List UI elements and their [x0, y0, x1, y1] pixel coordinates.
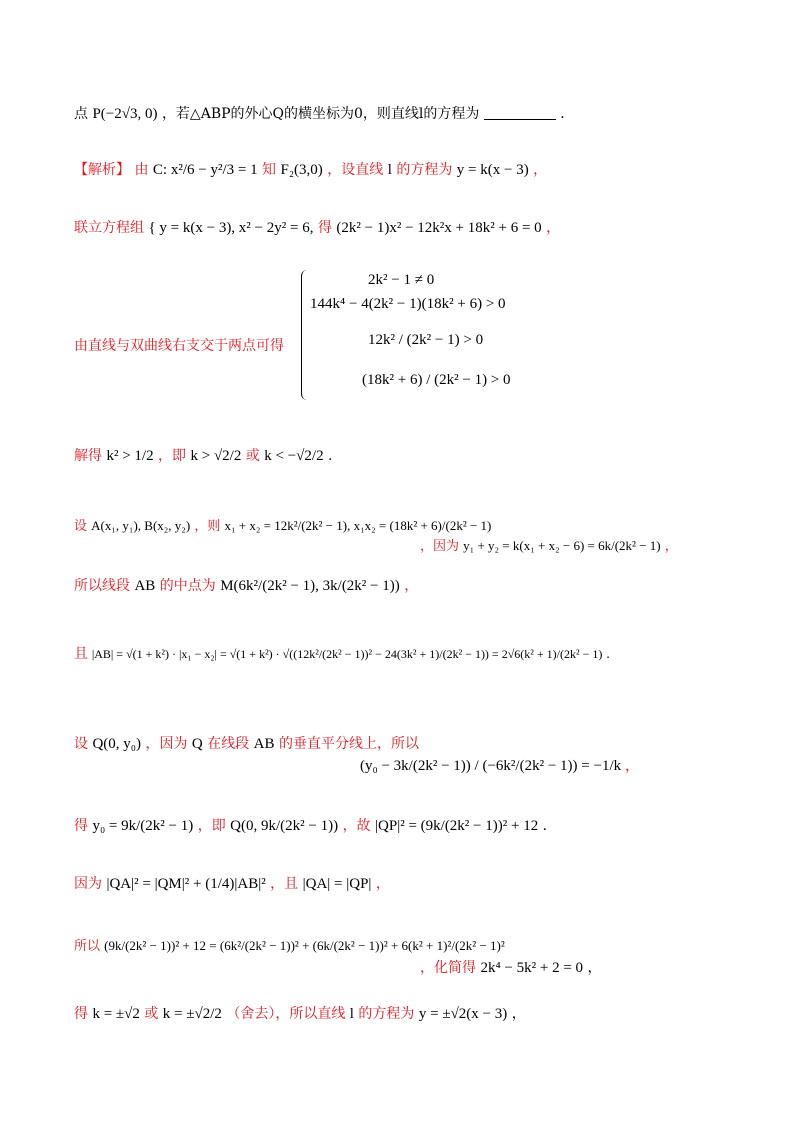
- formula: Q(0, 9k/(2k² − 1)): [230, 818, 339, 834]
- formula: k² > 1/2: [106, 448, 154, 464]
- solution-line-12: [74, 1004, 526, 1024]
- formula-equation: (9k/(2k² − 1))² + 12 = (6k²/(2k² − 1))² + (6k/(2k² − 1))² + 6(k² + 1)²/(2k² − 1)²: [104, 938, 505, 953]
- solution-line-6: [74, 576, 418, 596]
- problem-line: [74, 104, 565, 124]
- formula-midpoint: M(6k²/(2k² − 1), 3k/(2k² − 1)): [220, 578, 400, 594]
- text: 的中点为: [159, 578, 216, 594]
- text: ，即: [197, 818, 226, 834]
- condition-3: 12k² / (2k² − 1) > 0: [368, 332, 484, 348]
- text: 的方程为: [358, 1006, 415, 1022]
- solution-line-4: [74, 446, 332, 466]
- condition-2: 144k⁴ − 4(2k² − 1)(18k² + 6) > 0: [310, 296, 506, 312]
- formula: x₁ + x₂ = 12k²/(2k² − 1), x₁x₂ = (18k² + 6)/(2k² − 1): [224, 518, 492, 533]
- solution-line-11: [74, 936, 505, 957]
- formula-answer: y = ±√2(x − 3): [418, 1006, 508, 1022]
- formula: k = ±√2: [92, 1006, 140, 1022]
- text: 解得: [74, 448, 102, 464]
- formula: Q(0, y₀): [92, 736, 142, 752]
- text: 或: [144, 1006, 159, 1022]
- text: .: [328, 448, 333, 464]
- condition-4: (18k² + 6) / (2k² − 1) > 0: [362, 372, 511, 388]
- text: ，且: [270, 876, 299, 892]
- solution-line-5: [74, 516, 491, 537]
- formula: (y₀ − 3k/(2k² − 1)) / (−6k²/(2k² − 1)) = −1/k: [360, 758, 622, 774]
- text: ，: [533, 162, 548, 178]
- text: 因为: [74, 876, 102, 892]
- text: 或: [245, 448, 260, 464]
- text: 得: [317, 220, 332, 236]
- text: （舍去），所以直线: [226, 1006, 346, 1022]
- text: 设: [74, 519, 88, 534]
- formula: AB: [134, 578, 156, 594]
- formula-quadratic: (2k² − 1)x² − 12k²x + 18k² + 6 = 0: [336, 220, 542, 236]
- text: ，: [404, 578, 419, 594]
- formula: Q: [191, 736, 203, 752]
- text: 点: [74, 106, 88, 122]
- text: ，: [511, 1006, 526, 1022]
- formula-point-p: P(−2√3, 0): [92, 106, 158, 122]
- solution-line-11b: [420, 958, 602, 978]
- solution-line-10: [74, 874, 390, 894]
- text: ，设直线: [327, 162, 384, 178]
- text: 得: [74, 818, 88, 834]
- text: 联立方程组: [74, 220, 144, 236]
- system-brace: [301, 270, 308, 400]
- formula-slope-condition: [360, 756, 640, 776]
- text: .: [606, 647, 610, 661]
- text: ，因为: [420, 539, 460, 554]
- formula: AB: [253, 736, 275, 752]
- text: 得: [74, 1006, 88, 1022]
- formula: l: [349, 1006, 354, 1022]
- analysis-tag: 【解析】: [74, 162, 130, 178]
- text: ，: [375, 876, 390, 892]
- text: 所以线段: [74, 578, 130, 594]
- text: ，: [546, 220, 561, 236]
- formula: |QA| = |QP|: [302, 876, 372, 892]
- formula-ab-length: |AB| = √(1 + k²) · |x₁ − x₂| = √(1 + k²) · √((12k²/(2k² − 1))² − 24(3k² + 1)/(2k² − 1)) = 2√6(k² + 1)/(2k² − 1): [91, 647, 603, 661]
- text: 知: [262, 162, 277, 178]
- solution-line-7: [74, 644, 610, 664]
- solution-line-1: [74, 160, 547, 180]
- text: ，若△ABP的外心Q的横坐标为0，则直线l的方程为: [161, 106, 480, 122]
- formula: 2k⁴ − 5k² + 2 = 0: [480, 960, 584, 976]
- solution-line-2: [74, 218, 560, 238]
- text: ，即: [158, 448, 187, 464]
- solution-line-3: [74, 336, 284, 356]
- formula: |QA|² = |QM|² + (1/4)|AB|²: [106, 876, 266, 892]
- formula-line: y = k(x − 3): [456, 162, 529, 178]
- solution-line-8: [74, 734, 419, 754]
- formula: k = ±√2/2: [162, 1006, 222, 1022]
- text: .: [542, 818, 548, 834]
- formula-l: l: [387, 162, 392, 178]
- formula: A(x₁, y₁), B(x₂, y₂): [91, 518, 191, 533]
- text: 由直线与双曲线右支交于两点可得: [74, 338, 284, 354]
- text: ，则: [194, 519, 221, 534]
- condition-1: 2k² − 1 ≠ 0: [368, 272, 435, 288]
- formula: y₀ = 9k/(2k² − 1): [92, 818, 194, 834]
- solution-line-9: [74, 816, 547, 836]
- text: 在线段: [207, 736, 250, 752]
- text: 所以: [74, 939, 101, 954]
- text: ，化简得: [420, 960, 476, 976]
- formula: |QP|² = (9k/(2k² − 1))² + 12: [375, 818, 539, 834]
- text: .: [560, 106, 565, 122]
- formula-hyperbola: C: x²/6 − y²/3 = 1: [152, 162, 258, 178]
- text: 设: [74, 736, 88, 752]
- text: ，因为: [145, 736, 188, 752]
- text: ，: [587, 960, 602, 976]
- formula: k > √2/2: [190, 448, 242, 464]
- solution-line-5b: [420, 536, 678, 557]
- formula-focus: F₂(3,0): [280, 162, 323, 178]
- text: 的方程为: [396, 162, 453, 178]
- formula: k < −√2/2: [264, 448, 324, 464]
- text: ，: [624, 758, 640, 774]
- formula: y₁ + y₂ = k(x₁ + x₂ − 6) = 6k/(2k² − 1): [463, 538, 661, 553]
- text: 的垂直平分线上，所以: [278, 736, 419, 752]
- text: ，: [664, 539, 678, 554]
- text: 由: [134, 162, 149, 178]
- text: ，故: [342, 818, 371, 834]
- answer-blank: [484, 105, 556, 120]
- text: 且: [74, 646, 88, 662]
- formula-system: { y = k(x − 3), x² − 2y² = 6,: [148, 220, 314, 236]
